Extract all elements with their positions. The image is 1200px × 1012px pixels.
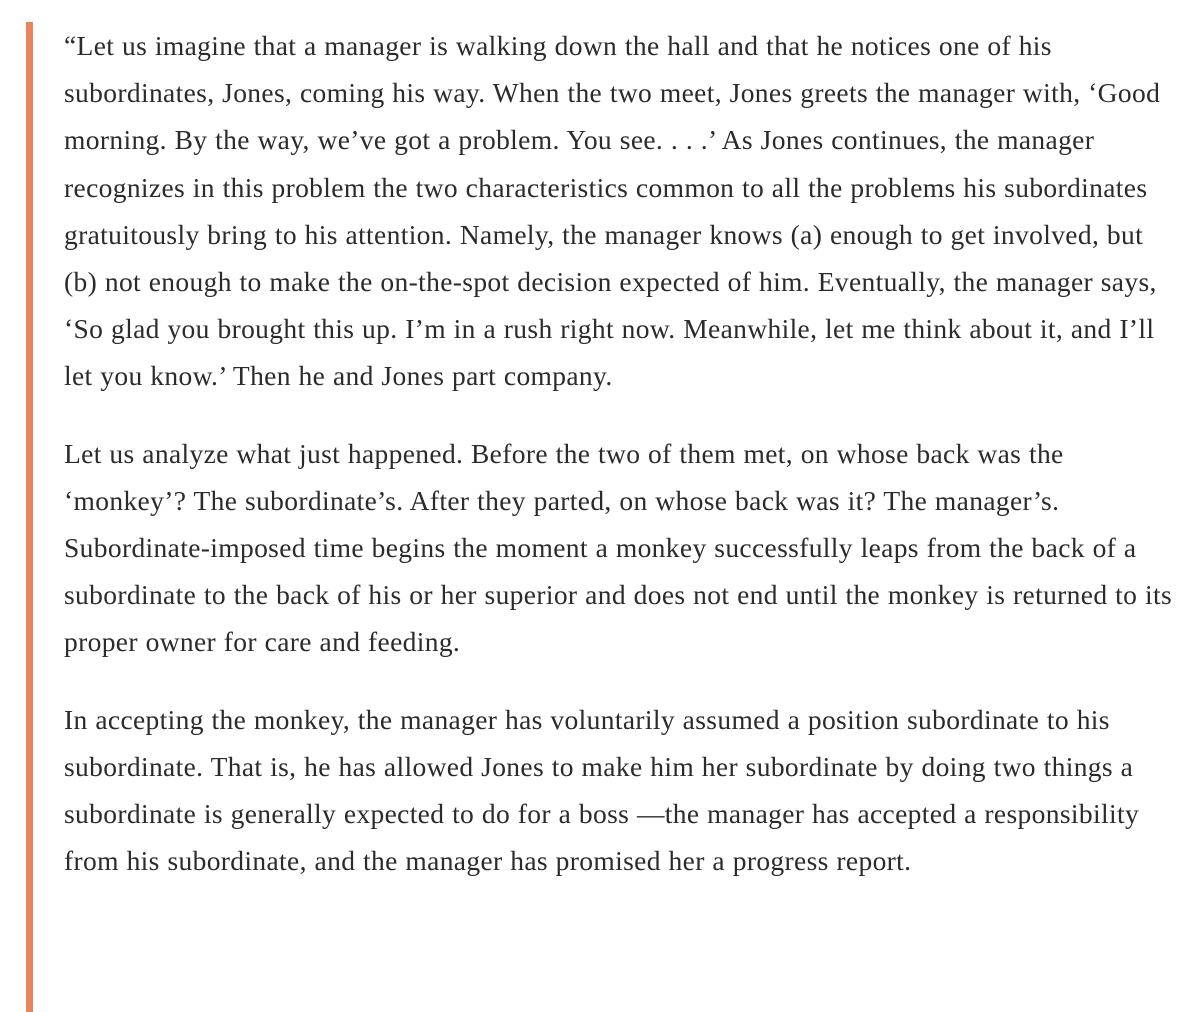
quote-paragraph-1: “Let us imagine that a manager is walking down the hall and that he notices one of his subordinates, Jones, coming his way. When the two meet, Jones greets the manager with, ‘Good morning. By the way, we’ve got a problem. You see. . . .’ As Jones continues, the manager recognizes in this problem the two characteristics common to all the problems his subordinates gratuitously bring to his attention. Namely, the manager knows (a) enough to get involved, but (b) not enough to make the on-the-spot decision expected of him. Eventually, the manager says, ‘So glad you brought this up. I’m in a rush right now. Meanwhile, let me think about it, and I’ll let you know.’ Then he and Jones part company. bbox=[64, 30, 1161, 392]
quote-paragraph-2: Let us analyze what just happened. Before the two of them met, on whose back was the ‘monkey’? The subordinate’s. After they parted, on whose back was it? The manager’s. Subordinate-imposed time begins the moment a monkey successfully leaps from the back of a subordinate to the back of his or her superior and does not end until the monkey is returned to its proper owner for care and feeding. bbox=[64, 437, 1173, 658]
quote-paragraph-3: In accepting the monkey, the manager has voluntarily assumed a position subordinate to his subordinate. That is, he has allowed Jones to make him her subordinate by doing two things a subordinate is generally expected to do for a boss —the manager has accepted a responsibility from his subordinate, and the manager has promised her a progress report. bbox=[64, 703, 1140, 877]
blockquote bbox=[26, 22, 1176, 1012]
